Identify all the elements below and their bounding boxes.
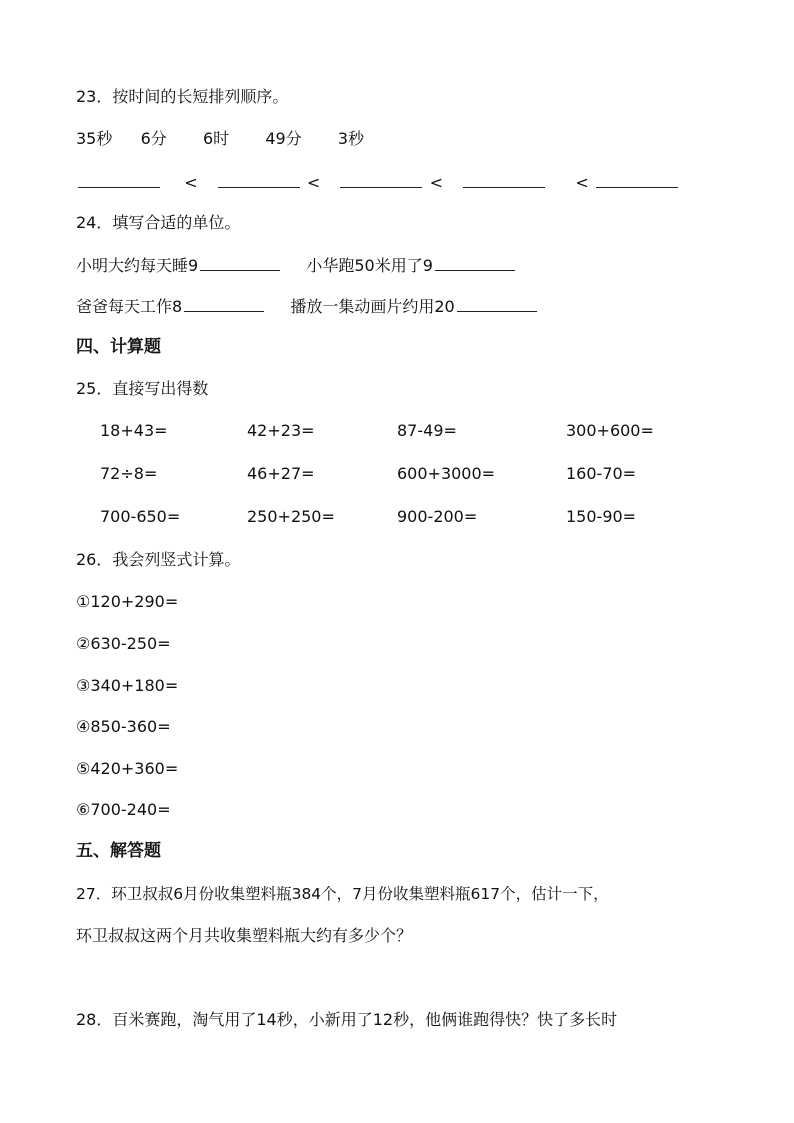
q28-line1: 28．百米赛跑，淘气用了14秒，小新用了12秒，他俩谁跑得快？快了多长时 — [76, 1010, 618, 1029]
vertical-calc-item: ③340+180= — [76, 676, 179, 695]
less-than: < — [429, 173, 443, 192]
calc-item: 87-49= — [397, 421, 457, 440]
answer-blank[interactable] — [200, 253, 280, 271]
calc-item: 42+23= — [247, 421, 315, 440]
q24-c: 爸爸每天工作8 — [76, 297, 183, 316]
vertical-calc-item: ⑥700-240= — [76, 800, 171, 819]
calc-item: 18+43= — [100, 421, 168, 440]
calc-item: 600+3000= — [397, 464, 496, 483]
q23-items — [76, 128, 364, 150]
q24-row1 — [76, 253, 517, 277]
calc-item: 72÷8= — [100, 464, 158, 483]
vertical-calc-item: ②630-250= — [76, 634, 171, 653]
q27-line2: 环卫叔叔这两个月共收集塑料瓶大约有多少个？ — [76, 926, 413, 945]
q24-b: 小华跑50米用了9 — [306, 256, 433, 275]
calc-item: 300+600= — [566, 421, 654, 440]
calc-item: 900-200= — [397, 507, 478, 526]
answer-blank[interactable] — [596, 170, 678, 188]
answer-blank[interactable] — [340, 170, 422, 188]
q24-title: 24．填写合适的单位。 — [76, 213, 241, 232]
q24-d: 播放一集动画片约用20 — [290, 297, 455, 316]
calc-item: 150-90= — [566, 507, 637, 526]
less-than: < — [184, 173, 198, 192]
q25-title: 25．直接写出得数 — [76, 379, 209, 398]
vertical-calc-item: ④850-360= — [76, 717, 171, 736]
section-4-heading: 四、计算题 — [76, 337, 161, 357]
q27-line1: 27．环卫叔叔6月份收集塑料瓶384个，7月份收集塑料瓶617个，估计一下， — [76, 885, 609, 903]
calc-item: 700-650= — [100, 507, 181, 526]
q24-row2 — [76, 294, 539, 318]
q26-title: 26．我会列竖式计算。 — [76, 550, 241, 569]
answer-blank[interactable] — [463, 170, 545, 188]
answer-blank[interactable] — [457, 294, 537, 312]
vertical-calc-item: ①120+290= — [76, 592, 179, 611]
answer-blank[interactable] — [184, 294, 264, 312]
q23-title: 23．按时间的长短排列顺序。 — [76, 87, 289, 106]
less-than: < — [575, 173, 589, 192]
calc-item: 46+27= — [247, 464, 315, 483]
less-than: < — [306, 173, 321, 192]
time-item: 6分 — [140, 129, 167, 148]
time-item: 6时 — [202, 129, 230, 148]
answer-blank[interactable] — [218, 170, 300, 188]
calc-item: 250+250= — [247, 507, 335, 526]
q23-order-row — [76, 170, 680, 194]
answer-blank[interactable] — [435, 253, 515, 271]
time-item: 35秒 — [76, 129, 113, 148]
calc-item: 160-70= — [566, 464, 637, 483]
time-item: 49分 — [265, 129, 302, 148]
vertical-calc-item: ⑤420+360= — [76, 759, 179, 778]
section-5-heading: 五、解答题 — [76, 841, 161, 861]
q24-a: 小明大约每天睡9 — [76, 256, 199, 275]
answer-blank[interactable] — [78, 170, 160, 188]
time-item: 3秒 — [337, 129, 365, 148]
